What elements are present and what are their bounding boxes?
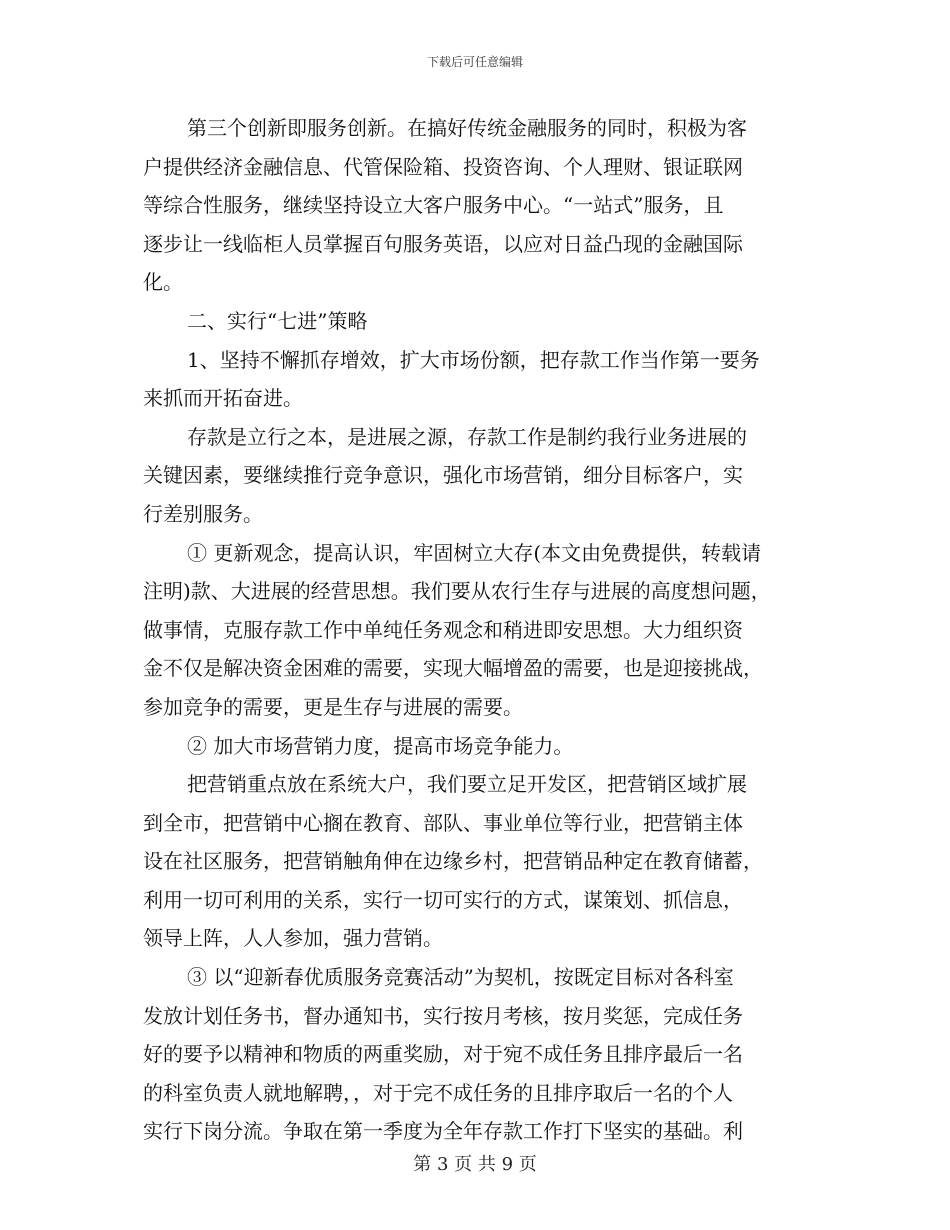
page-footer: 第 3 页 共 9 页 (413, 1154, 537, 1175)
paragraph-line: ① 更新观念，提高认识，牢固树立大存(本文由免费提供，转载请 (187, 540, 762, 565)
paragraph-line: 等综合性服务，继续坚持设立大客户服务中心。“一站式”服务，且 (143, 193, 724, 218)
section-heading: 二、实行“七进”策略 (187, 308, 368, 333)
paragraph-line: 实行下岗分流。争取在第一季度为全年存款工作打下坚实的基础。利 (143, 1119, 743, 1144)
paragraph-line: 关键因素，要继续推行竞争意识，强化市场营销，细分目标客户，实 (143, 463, 743, 488)
paragraph-line: 存款是立行之本，是进展之源，存款工作是制约我行业务进展的 (187, 424, 747, 449)
paragraph-line: 做事情，克服存款工作中单纯任务观念和稍进即安思想。大力组织资 (143, 617, 743, 642)
paragraph-line: ③ 以“迎新春优质服务竞赛活动”为契机，按既定目标对各科室 (187, 965, 734, 990)
paragraph-line: 好的要予以精神和物质的两重奖励，对于宛不成任务且排序最后一名 (143, 1042, 743, 1067)
paragraph-line: 行差别服务。 (143, 501, 263, 526)
paragraph-line: 化。 (143, 270, 183, 295)
paragraph-line: 设在社区服务，把营销触角伸在边缘乡村，把营销品种定在教育储蓄， (143, 849, 763, 874)
paragraph-line: 来抓而开拓奋进。 (143, 386, 303, 411)
paragraph-line: 发放计划任务书，督办通知书，实行按月考核，按月奖惩，完成任务 (143, 1003, 743, 1028)
paragraph-line: 的科室负责人就地解聘，，对于完不成任务的且排序取后一名的个人 (143, 1080, 733, 1105)
paragraph-line: 户提供经济金融信息、代管保险箱、投资咨询、个人理财、银证联网 (143, 154, 743, 179)
document-body (143, 109, 811, 1151)
paragraph-line: 领导上阵，人人参加，强力营销。 (143, 926, 443, 951)
paragraph-line: 注明)款、大进展的经营思想。我们要从农行生存与进展的高度想问题， (143, 579, 771, 604)
paragraph-line: 参加竞争的需要，更是生存与进展的需要。 (143, 694, 523, 719)
paragraph-line: 1、坚持不懈抓存增效，扩大市场份额，把存款工作当作第一要务 (187, 347, 760, 372)
page-header: 下载后可任意编辑 (426, 55, 523, 69)
paragraph-line: 利用一切可利用的关系，实行一切可实行的方式，谋策划、抓信息， (143, 887, 743, 912)
paragraph-line: 金不仅是解决资金困难的需要，实现大幅增盈的需要，也是迎接挑战， (143, 656, 763, 681)
paragraph-line: ② 加大市场营销力度，提高市场竞争能力。 (187, 733, 574, 758)
paragraph-line: 到全市，把营销中心搁在教育、部队、事业单位等行业，把营销主体 (143, 810, 743, 835)
paragraph-line: 第三个创新即服务创新。在搞好传统金融服务的同时，积极为客 (187, 116, 747, 140)
paragraph-line: 把营销重点放在系统大户，我们要立足开发区，把营销区域扩展 (187, 772, 747, 797)
paragraph-line: 逐步让一线临柜人员掌握百句服务英语，以应对日益凸现的金融国际 (143, 231, 743, 256)
